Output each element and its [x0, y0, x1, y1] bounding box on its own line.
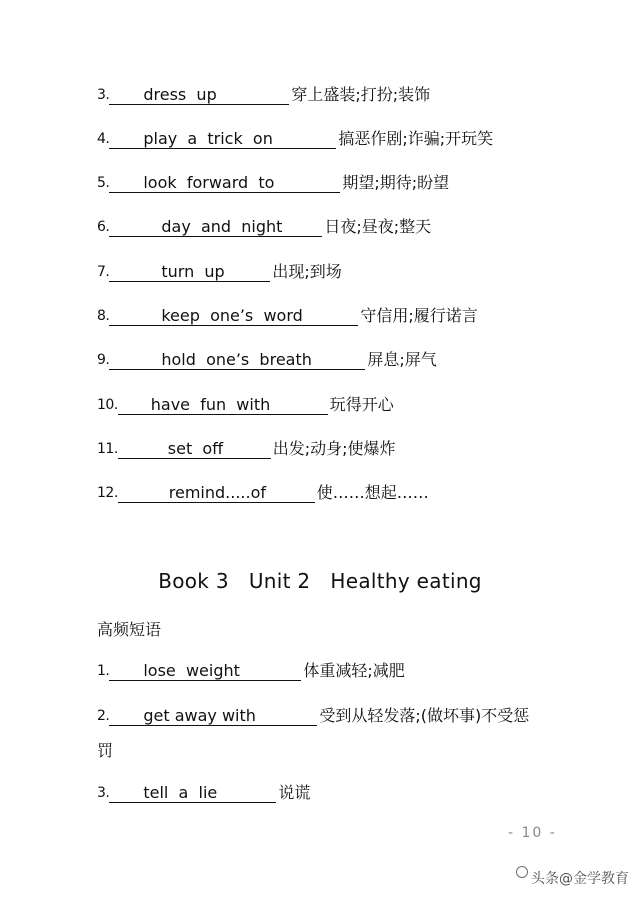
phrase-meaning: 穿上盛装;打扮;装饰: [291, 85, 431, 104]
phrase-row: [97, 706, 529, 726]
phrase-answer: set off: [118, 440, 271, 459]
phrase-row: [97, 306, 478, 326]
phrase-answer: day and night: [109, 218, 322, 237]
phrase-meaning: 出现;到场: [272, 262, 342, 281]
phrase-meaning: 体重减轻;减肥: [303, 661, 405, 680]
phrase-meaning: 日夜;昼夜;整天: [324, 217, 432, 236]
phrase-answer: play a trick on: [109, 130, 336, 149]
phrase-meaning: 期望;期待;盼望: [342, 173, 450, 192]
phrase-row: [97, 783, 310, 803]
phrase-number: 7.: [97, 264, 110, 280]
phrase-number: 3.: [97, 87, 110, 103]
unit-title: Book 3 Unit 2 Healthy eating: [158, 569, 482, 593]
page-number: - 10 -: [508, 825, 557, 841]
phrase-row: [97, 217, 431, 237]
watermark-text: 头条@金学教育: [531, 871, 629, 887]
phrase-answer: lose weight: [109, 662, 301, 681]
phrase-number: 12.: [97, 485, 118, 501]
phrase-number: 6.: [97, 219, 110, 235]
phrase-answer: have fun with: [118, 396, 328, 415]
meaning-continuation: 罚: [97, 741, 114, 760]
phrase-row: [97, 262, 342, 282]
phrase-row: [97, 85, 430, 105]
phrase-answer: tell a lie: [109, 784, 276, 803]
phrase-number: 3.: [97, 785, 110, 801]
section-label: 高频短语: [97, 620, 162, 639]
phrase-row: [97, 439, 396, 459]
phrase-meaning: 说谎: [278, 783, 311, 802]
phrase-meaning: 使……想起……: [316, 483, 429, 502]
watermark-logo-icon: [516, 866, 528, 878]
phrase-number: 10.: [97, 397, 118, 413]
phrase-answer: hold one’s breath: [109, 351, 365, 370]
phrase-answer: dress up: [109, 86, 289, 105]
phrase-row: [97, 483, 429, 503]
phrase-answer: remind.....of: [118, 484, 315, 503]
phrase-answer: keep one’s word: [109, 307, 358, 326]
phrase-answer: turn up: [109, 263, 270, 282]
watermark: [516, 868, 629, 888]
phrase-row: [97, 350, 437, 370]
phrase-row: [97, 173, 449, 193]
phrase-number: 2.: [97, 708, 110, 724]
phrase-number: 1.: [97, 663, 110, 679]
phrase-meaning: 受到从轻发落;(做坏事)不受惩: [319, 706, 530, 725]
phrase-meaning: 守信用;履行诺言: [360, 306, 478, 325]
phrase-meaning: 出发;动身;使爆炸: [272, 439, 396, 458]
phrase-number: 8.: [97, 308, 110, 324]
phrase-number: 11.: [97, 441, 118, 457]
phrase-number: 4.: [97, 131, 110, 147]
phrase-number: 5.: [97, 175, 110, 191]
phrase-answer: get away with: [109, 707, 317, 726]
phrase-meaning: 屏息;屏气: [367, 350, 437, 369]
phrase-meaning: 搞恶作剧;诈骗;开玩笑: [338, 129, 494, 148]
phrase-answer: look forward to: [109, 174, 340, 193]
phrase-row: [97, 395, 394, 415]
phrase-row: [97, 661, 405, 681]
phrase-meaning: 玩得开心: [329, 395, 394, 414]
phrase-number: 9.: [97, 352, 110, 368]
phrase-row: [97, 129, 493, 149]
